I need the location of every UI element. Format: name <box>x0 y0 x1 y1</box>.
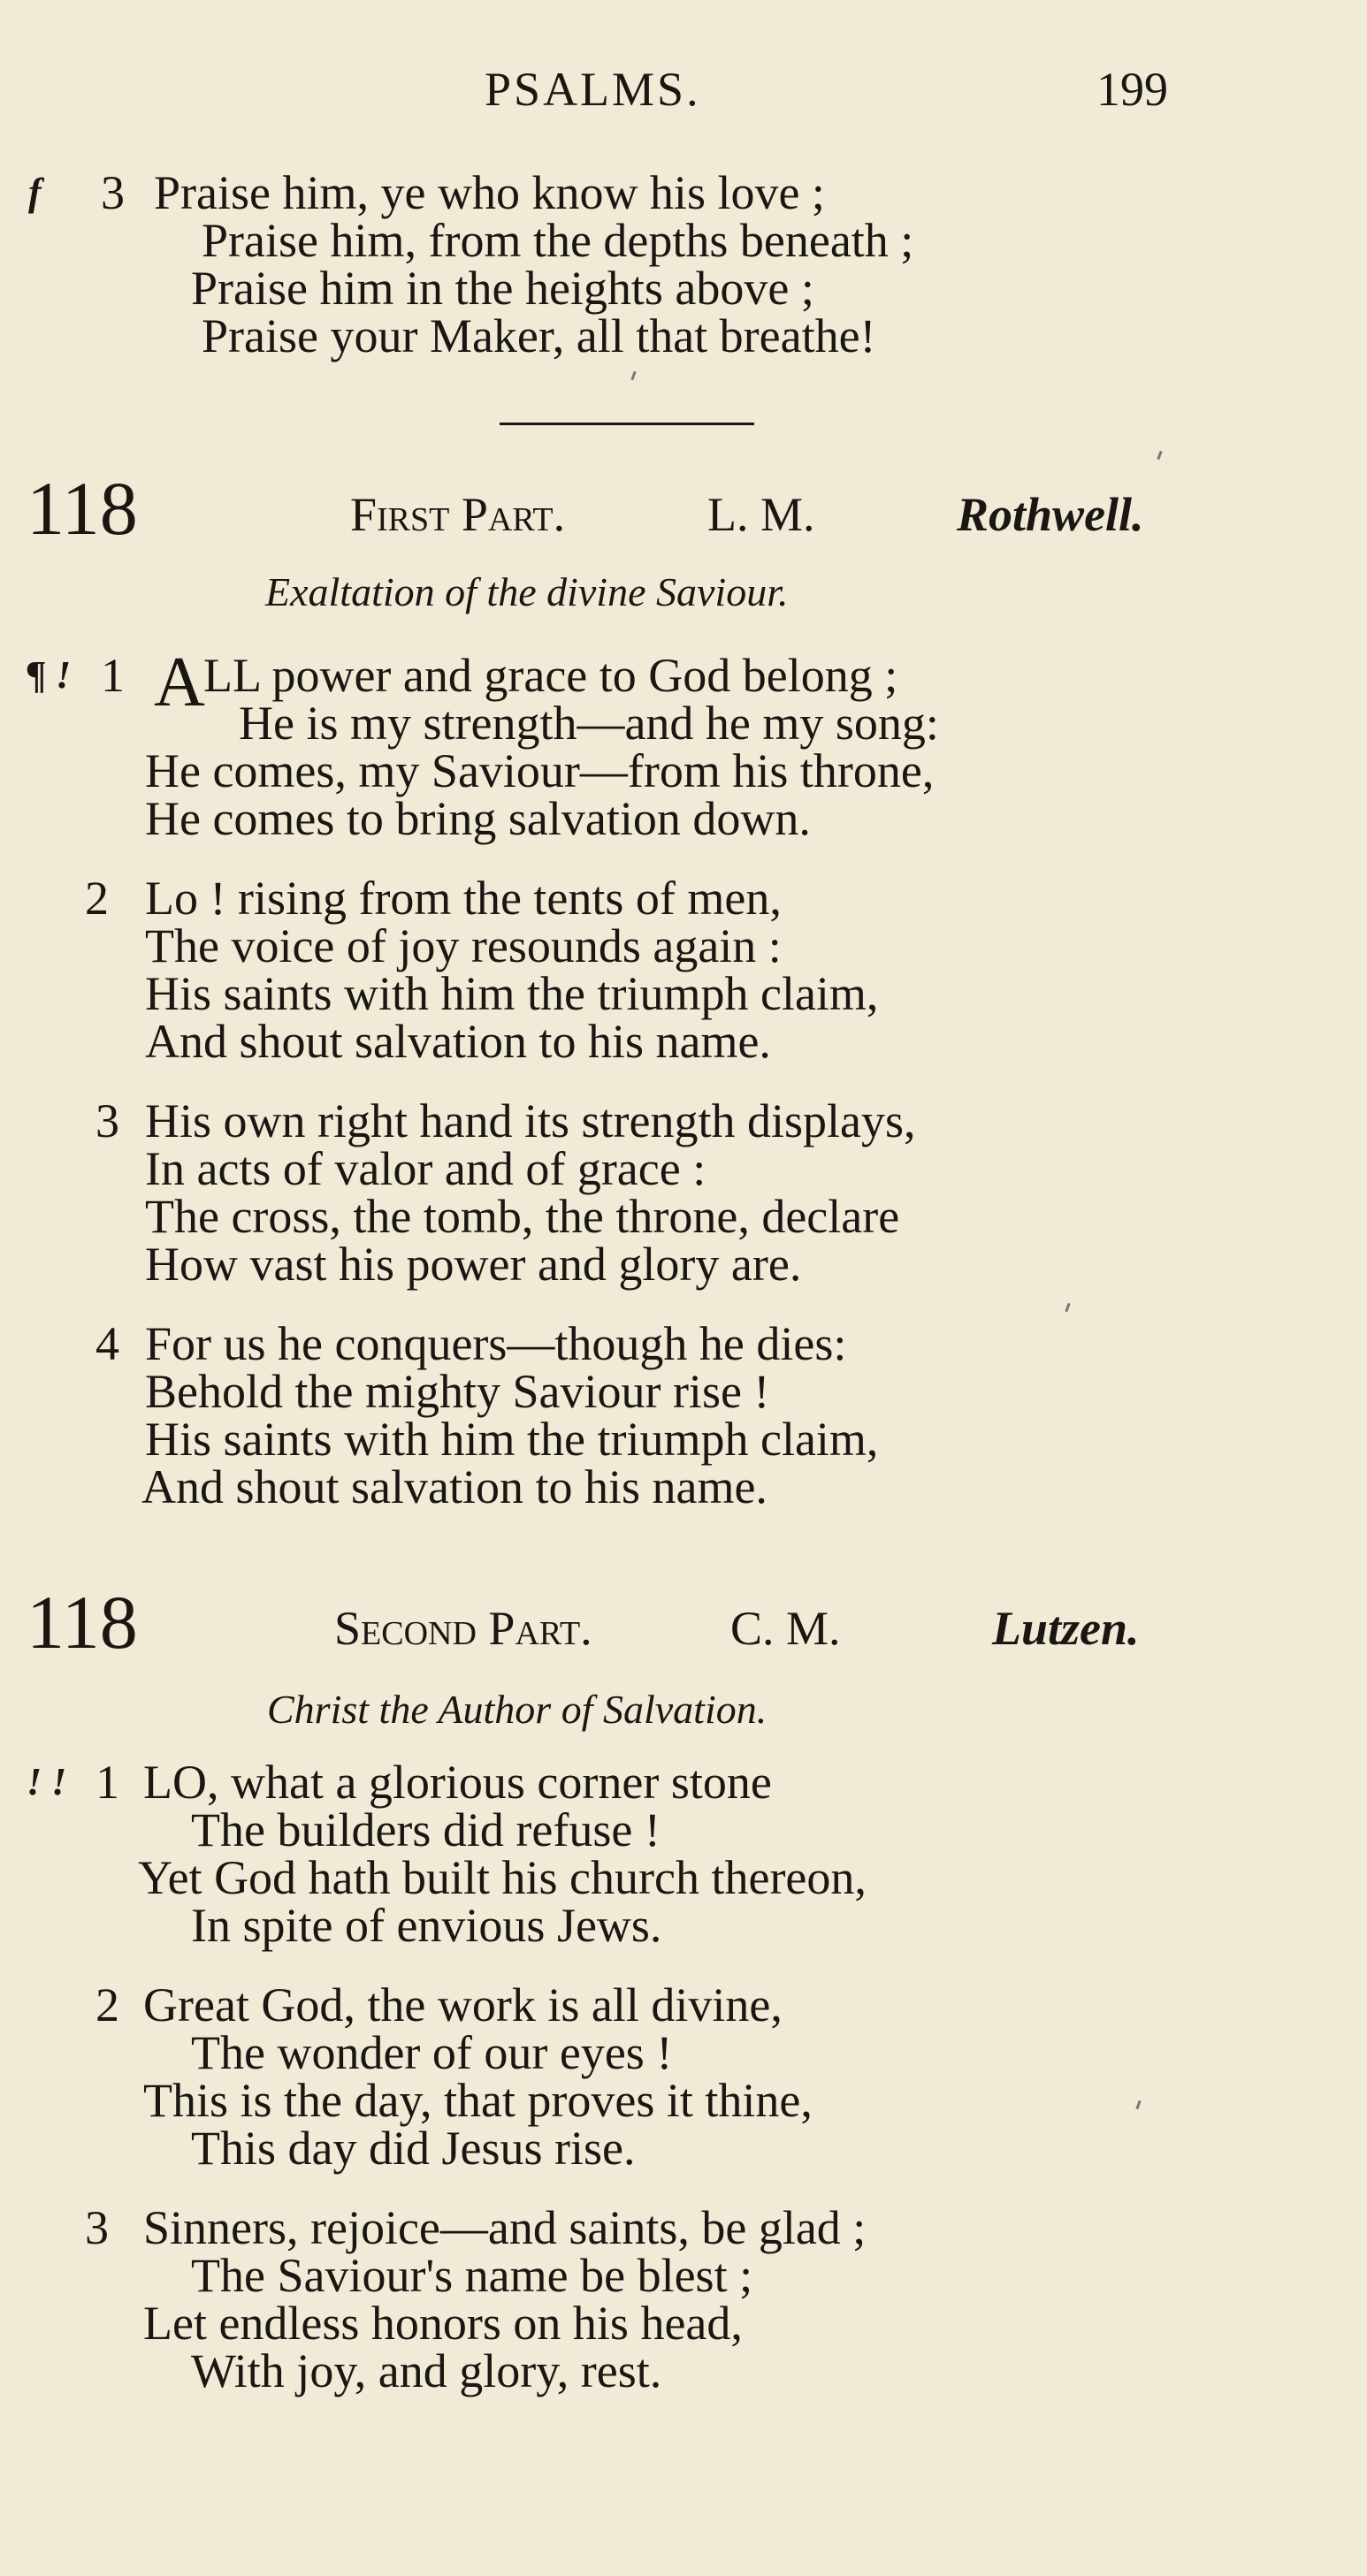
hymn-subtitle: Exaltation of the divine Saviour. <box>265 569 789 614</box>
hymn-header <box>0 1580 1367 1665</box>
section-divider <box>500 423 754 425</box>
verse-line: This day did Jesus rise. <box>191 2122 636 2175</box>
verse-line: The Saviour's name be blest ; <box>191 2249 753 2302</box>
dynamic-mark-f: f <box>28 171 42 214</box>
verse-number: 3 <box>95 1094 119 1147</box>
verse-line: Praise your Maker, all that breathe! <box>202 309 876 362</box>
verse-number: 2 <box>85 872 109 925</box>
hymn-tune: Lutzen. <box>992 1602 1140 1655</box>
verse-line: Lo ! rising from the tents of men, <box>145 872 782 925</box>
verse-number: 1 <box>95 1756 119 1809</box>
verse-line: The voice of joy resounds again : <box>145 919 782 972</box>
verse-line: This is the day, that proves it thine, <box>143 2074 813 2127</box>
verse-line: His saints with him the triumph claim, <box>145 1413 879 1466</box>
verse-line: For us he conquers—though he dies: <box>145 1317 847 1370</box>
paper-speck <box>1065 1303 1070 1312</box>
verse-line: In acts of valor and of grace : <box>145 1142 706 1195</box>
verse-line: Praise him in the heights above ; <box>191 262 814 315</box>
hymn-part: First Part. <box>350 488 566 541</box>
hymn-meter: C. M. <box>730 1602 841 1655</box>
verse-line: Great God, the work is all divine, <box>143 1978 783 2031</box>
paper-speck <box>1135 2100 1141 2109</box>
page-number: 199 <box>1096 63 1168 116</box>
verse-number: 3 <box>101 166 125 219</box>
verse-number: 2 <box>95 1978 119 2031</box>
verse-line: With joy, and glory, rest. <box>191 2344 662 2397</box>
hymn-number: 118 <box>27 1580 138 1665</box>
hymn-meter: L. M. <box>707 488 815 541</box>
dynamic-mark: ¶ ! <box>27 653 72 697</box>
verse-line: And shout salvation to his name. <box>145 1015 771 1068</box>
verse-line: LL power and grace to God belong ; <box>203 649 898 702</box>
drop-cap: A <box>154 644 205 721</box>
verse-line: Sinners, rejoice—and saints, be glad ; <box>143 2201 867 2254</box>
verse-line: Behold the mighty Saviour rise ! <box>145 1365 770 1418</box>
verse-line: How vast his power and glory are. <box>145 1238 802 1291</box>
verse-line: Praise him, ye who know his love ; <box>154 166 825 219</box>
verse-line: Praise him, from the depths beneath ; <box>202 214 914 267</box>
verse-line: Let endless honors on his head, <box>143 2297 743 2350</box>
verse-line: The builders did refuse ! <box>191 1803 661 1856</box>
dynamic-mark: ! ! <box>27 1760 67 1803</box>
verse-line: And shout salvation to his name. <box>141 1460 768 1513</box>
verse-line: He is my strength—and he my song: <box>239 697 939 750</box>
running-head <box>0 62 1367 124</box>
verse-line: The wonder of our eyes ! <box>191 2026 673 2079</box>
verse-line: His saints with him the triumph claim, <box>145 967 879 1020</box>
hymn-subtitle: Christ the Author of Salvation. <box>267 1687 768 1732</box>
verse-line: In spite of envious Jews. <box>191 1899 662 1952</box>
verse-line: He comes, my Saviour—from his throne, <box>145 744 935 797</box>
verse-line: LO, what a glorious corner stone <box>143 1756 772 1809</box>
verse-number: 3 <box>85 2201 109 2254</box>
verse-line: The cross, the tomb, the throne, declare <box>145 1190 900 1243</box>
hymn-header <box>0 466 1367 551</box>
verse-number: 1 <box>101 649 125 702</box>
paper-speck <box>1157 451 1162 460</box>
hymn-number: 118 <box>27 466 138 551</box>
hymn-part: Second Part. <box>334 1602 592 1655</box>
verse-number: 4 <box>95 1317 119 1370</box>
hymn-tune: Rothwell. <box>957 488 1144 541</box>
verse-line: His own right hand its strength displays, <box>145 1094 916 1147</box>
verse-line: He comes to bring salvation down. <box>145 792 811 845</box>
running-title: PSALMS. <box>485 63 701 116</box>
verse-line: Yet God hath built his church thereon, <box>138 1851 867 1904</box>
paper-speck <box>630 371 636 380</box>
